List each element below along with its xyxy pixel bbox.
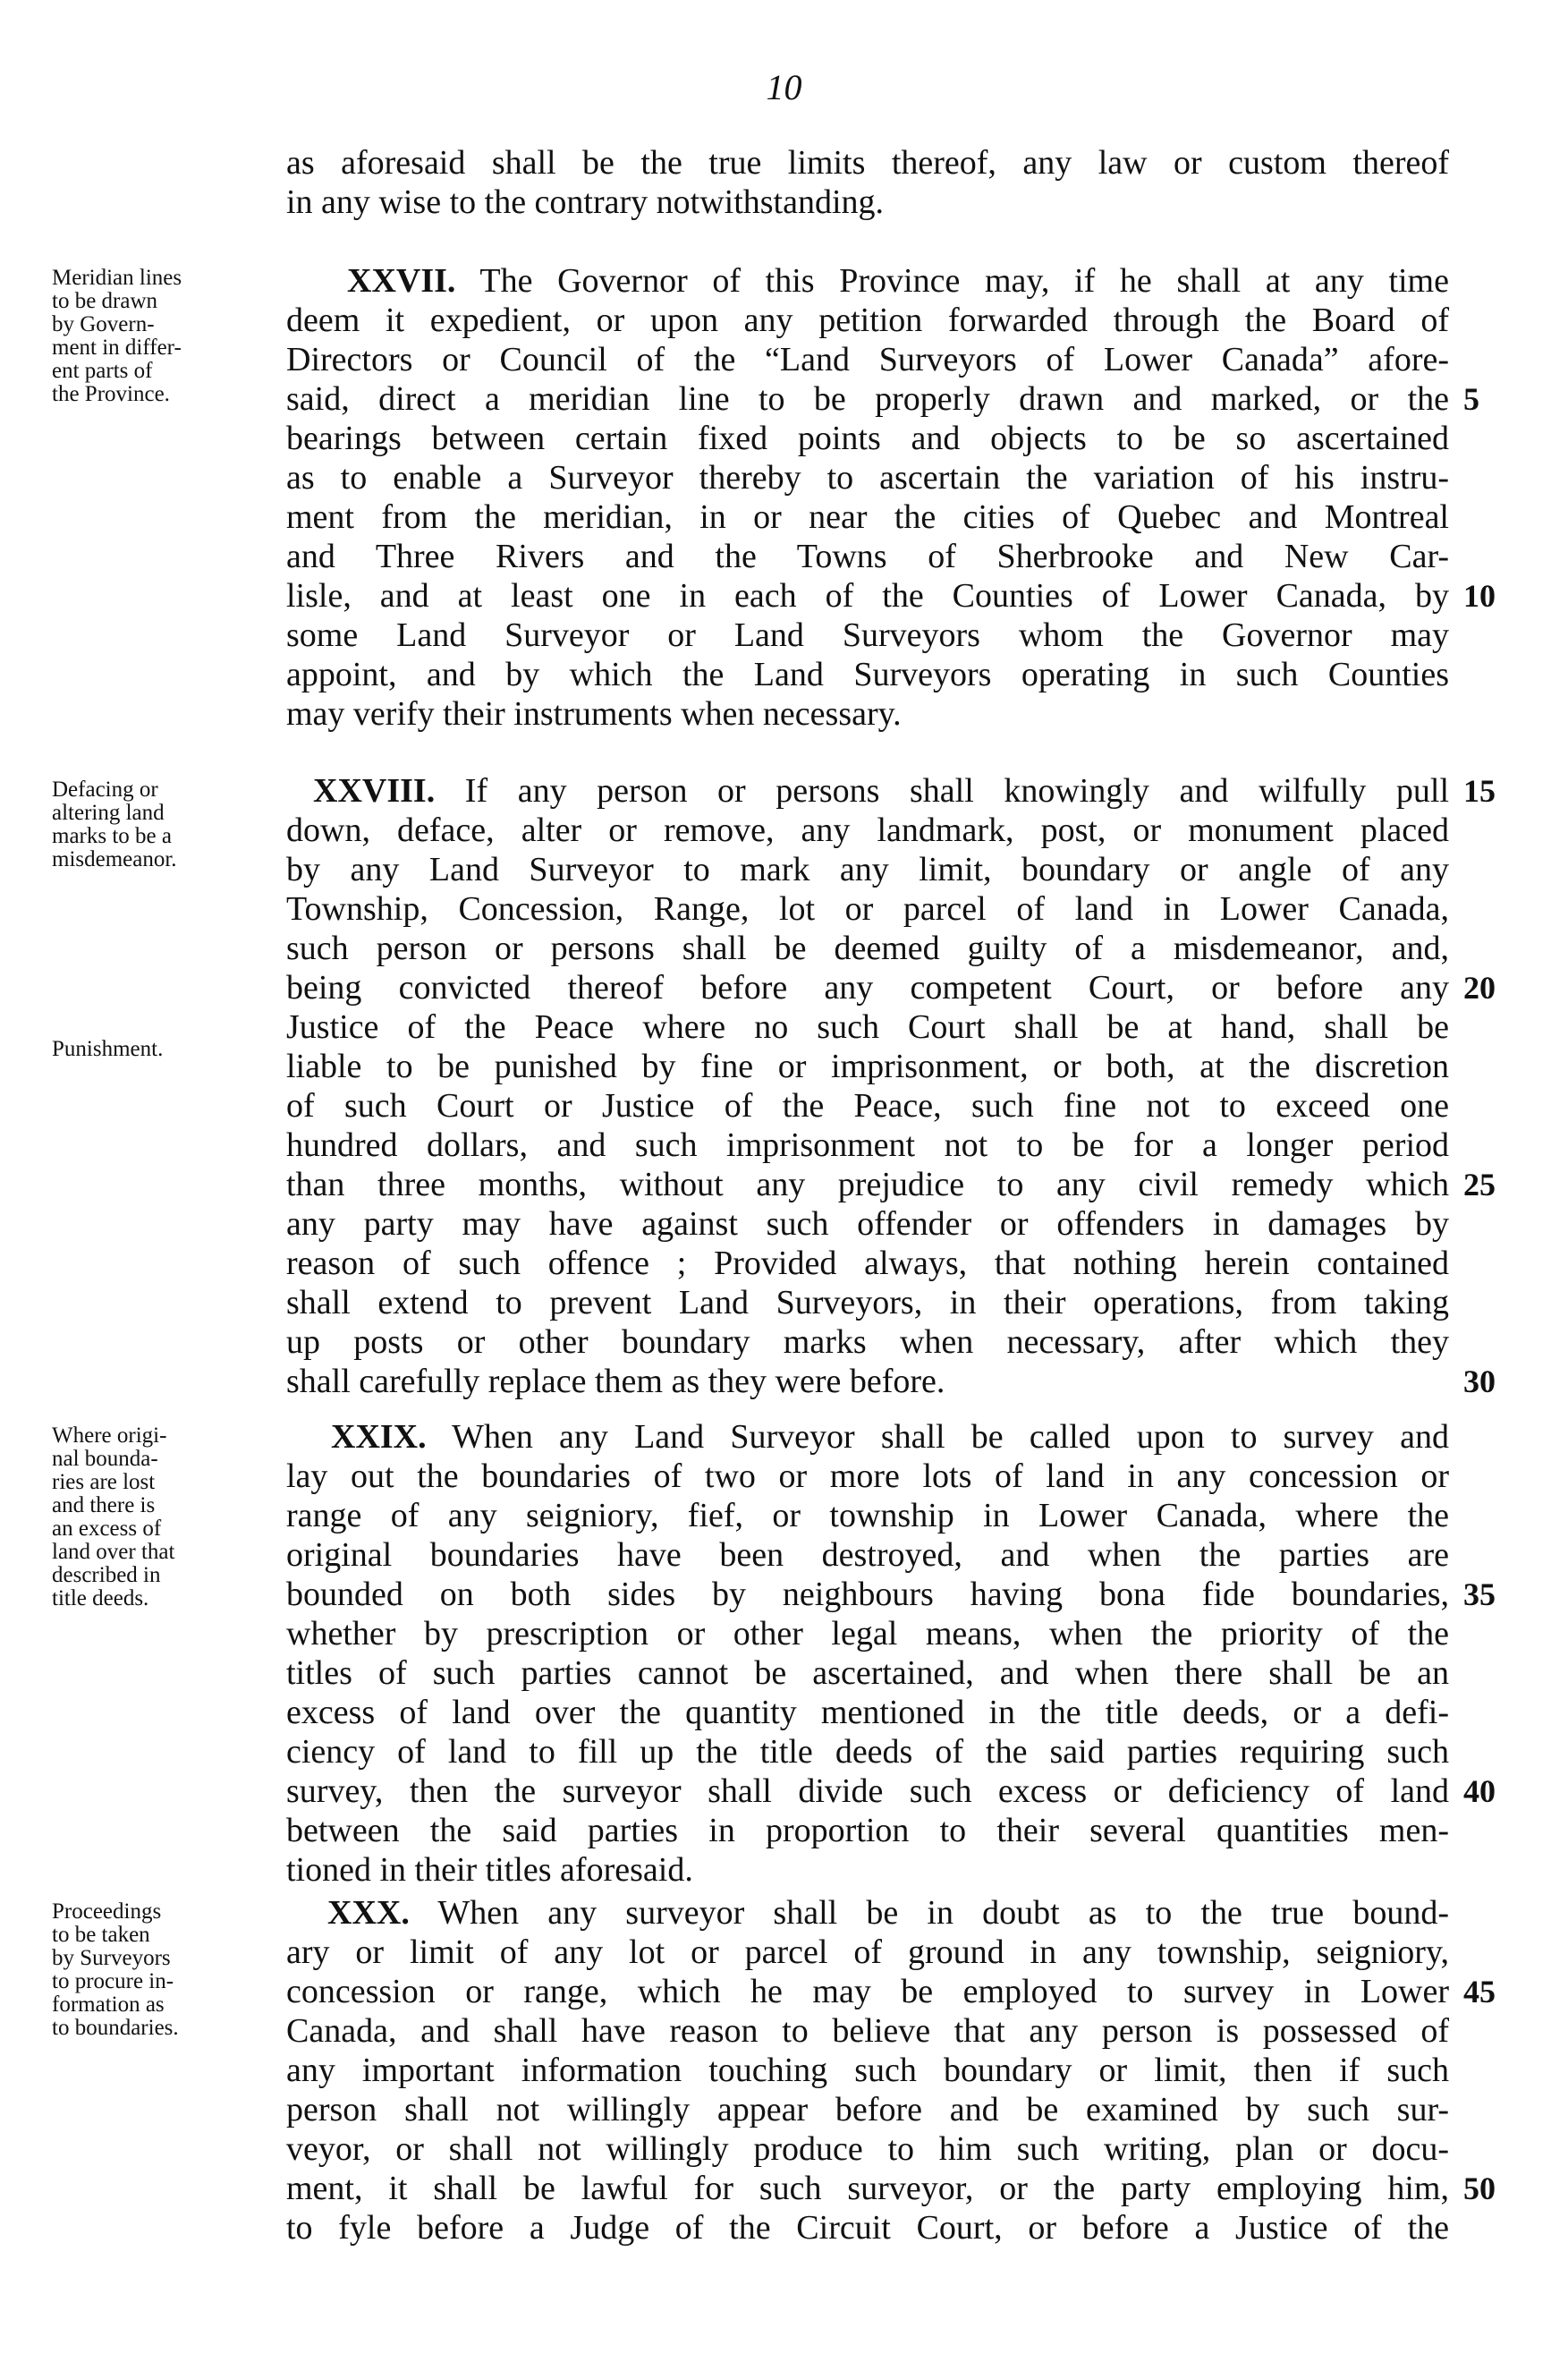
line-number: 10 xyxy=(1463,578,1496,614)
text-line: Justice of the Peace where no such Court shall be at hand, shall be xyxy=(286,1008,1449,1046)
text-line: liable to be punished by fine or imprisonment, or both, at the discretion xyxy=(286,1048,1449,1085)
text-line: of such Court or Justice of the Peace, such fine not to exceed one xyxy=(286,1087,1449,1125)
text-line: concession or range, which he may be employed to survey in Lower xyxy=(286,1973,1449,2010)
side-note-proceedings-by-surveyors: Proceedings to be taken by Surveyors to procure in- formation as to boundaries. xyxy=(52,1899,179,2040)
text-line: Township, Concession, Range, lot or parcel of land in Lower Canada, xyxy=(286,890,1449,928)
text-line: Canada, and shall have reason to believe that any person is possessed of xyxy=(286,2012,1449,2050)
intro-paragraph xyxy=(286,143,1449,222)
section-numeral: XXX. xyxy=(327,1894,410,1932)
text-line: lay out the boundaries of two or more lots of land in any concession or xyxy=(286,1457,1449,1495)
text-line: whether by prescription or other legal means, when the priority of the xyxy=(286,1615,1449,1653)
line-number: 5 xyxy=(1463,381,1479,417)
text-line: as aforesaid shall be the true limits thereof, any law or custom thereof xyxy=(286,144,1449,182)
side-note-meridian-lines: Meridian lines to be drawn by Govern- ment in differ- ent parts of the Province. xyxy=(52,266,182,406)
section-xxvii xyxy=(286,261,1449,734)
text-line: may verify their instruments when necessary. xyxy=(286,695,902,733)
line-number: 45 xyxy=(1463,1974,1496,2009)
section-xxix xyxy=(286,1417,1449,1890)
section-xxviii xyxy=(286,771,1449,1401)
text-line: excess of land over the quantity mentioned in the title deeds, or a defi- xyxy=(286,1694,1449,1731)
text-line: veyor, or shall not willingly produce to him such writing, plan or docu- xyxy=(286,2130,1449,2168)
text-line: deem it expedient, or upon any petition forwarded through the Board of xyxy=(286,302,1449,339)
text-line: ment from the meridian, in or near the cities of Quebec and Montreal xyxy=(286,498,1449,536)
text-line: between the said parties in proportion to their several quantities men- xyxy=(286,1812,1449,1849)
text-line: some Land Surveyor or Land Surveyors whom the Governor may xyxy=(286,616,1449,654)
side-note-original-boundaries-lost: Where origi- nal bounda- ries are lost and there is an excess of land over that described in title deeds. xyxy=(52,1423,175,1610)
text-line: shall extend to prevent Land Surveyors, in their operations, from taking xyxy=(286,1284,1449,1321)
text-line: titles of such parties cannot be ascertained, and when there shall be an xyxy=(286,1654,1449,1692)
line-number: 35 xyxy=(1463,1576,1496,1612)
side-note-defacing-land-marks: Defacing or altering land marks to be a misdemeanor. xyxy=(52,777,177,871)
text-line: any important information touching such boundary or limit, then if such xyxy=(286,2052,1449,2089)
text-line: person shall not willingly appear before and be examined by such sur- xyxy=(286,2091,1449,2128)
section-numeral: XXVIII. xyxy=(313,772,436,810)
section-numeral: XXIX. xyxy=(331,1418,427,1456)
text-line: as to enable a Surveyor thereby to ascertain the variation of his instru- xyxy=(286,459,1449,497)
line-number: 30 xyxy=(1463,1364,1496,1399)
line-number: 20 xyxy=(1463,970,1496,1006)
section-first-line: XXVIII. If any person or persons shall knowingly and wilfully pull xyxy=(313,772,1449,810)
text-line: said, direct a meridian line to be properly drawn and marked, or the xyxy=(286,380,1449,418)
text-line: hundred dollars, and such imprisonment not to be for a longer period xyxy=(286,1126,1449,1164)
text-line: original boundaries have been destroyed, and when the parties are xyxy=(286,1536,1449,1574)
text-line: being convicted thereof before any competent Court, or before any xyxy=(286,969,1449,1007)
text-line: by any Land Surveyor to mark any limit, boundary or angle of any xyxy=(286,851,1449,888)
side-note-punishment: Punishment. xyxy=(52,1037,164,1061)
text-line: than three months, without any prejudice to any civil remedy which xyxy=(286,1166,1449,1203)
text-line: bounded on both sides by neighbours having bona fide boundaries, xyxy=(286,1576,1449,1613)
text-line: up posts or other boundary marks when necessary, after which they xyxy=(286,1323,1449,1361)
line-number: 15 xyxy=(1463,773,1496,809)
text-line: range of any seigniory, fief, or township in Lower Canada, where the xyxy=(286,1497,1449,1534)
text-line: and Three Rivers and the Towns of Sherbrooke and New Car- xyxy=(286,538,1449,575)
text-line: survey, then the surveyor shall divide such excess or deficiency of land xyxy=(286,1772,1449,1810)
text-line: bearings between certain fixed points and objects to be so ascertained xyxy=(286,420,1449,457)
section-numeral: XXVII. xyxy=(347,262,456,300)
text-line: down, deface, alter or remove, any landmark, post, or monument placed xyxy=(286,811,1449,849)
text-line: tioned in their titles aforesaid. xyxy=(286,1851,693,1889)
line-number: 50 xyxy=(1463,2171,1496,2206)
text-line: such person or persons shall be deemed guilty of a misdemeanor, and, xyxy=(286,930,1449,967)
text-line: Directors or Council of the “Land Surveyors of Lower Canada” afore- xyxy=(286,341,1449,378)
section-first-line: XXX. When any surveyor shall be in doubt as to the true bound- xyxy=(327,1894,1449,1932)
text-line: in any wise to the contrary notwithstanding. xyxy=(286,183,885,221)
section-first-line: XXIX. When any Land Surveyor shall be called upon to survey and xyxy=(331,1418,1449,1456)
line-number: 40 xyxy=(1463,1773,1496,1809)
section-first-line: XXVII. The Governor of this Province may, if he shall at any time xyxy=(347,262,1449,300)
text-line: ment, it shall be lawful for such surveyor, or the party employing him, xyxy=(286,2170,1449,2207)
text-line: any party may have against such offender or offenders in damages by xyxy=(286,1205,1449,1243)
section-xxx xyxy=(286,1893,1449,2247)
text-line: appoint, and by which the Land Surveyors operating in such Counties xyxy=(286,656,1449,693)
text-line: lisle, and at least one in each of the Counties of Lower Canada, by xyxy=(286,577,1449,615)
text-line: to fyle before a Judge of the Circuit Court, or before a Justice of the xyxy=(286,2209,1449,2247)
line-number: 25 xyxy=(1463,1167,1496,1202)
text-line: reason of such offence ; Provided always, that nothing herein contained xyxy=(286,1245,1449,1282)
text-line: shall carefully replace them as they were before. xyxy=(286,1363,945,1400)
page-number: 10 xyxy=(766,67,802,107)
text-line: ciency of land to fill up the title deeds of the said parties requiring such xyxy=(286,1733,1449,1771)
text-line: ary or limit of any lot or parcel of ground in any township, seigniory, xyxy=(286,1933,1449,1971)
